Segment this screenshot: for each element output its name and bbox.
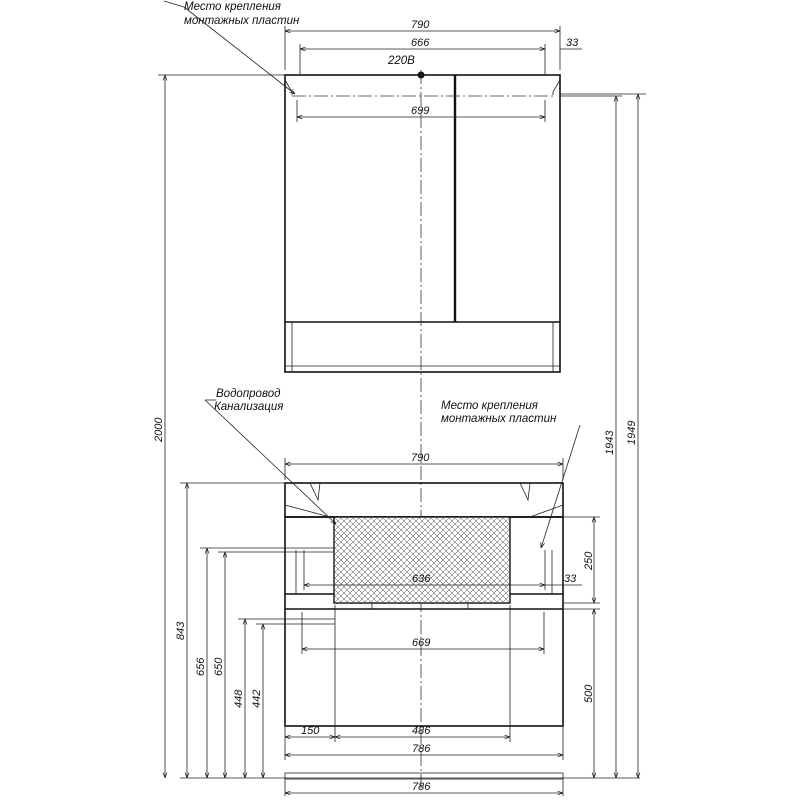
dim-h-650: [213, 552, 334, 778]
mount-plates-top-line2: монтажных пластин: [184, 15, 300, 27]
dim-side-33-text: 33: [564, 573, 577, 585]
dim-h-1949-text: 1949: [626, 420, 638, 445]
dim-cabinet-height-text: 500: [583, 684, 595, 703]
dim-h-843-text: 843: [175, 621, 187, 640]
dim-h-448: [233, 619, 335, 778]
dim-h-1943-text: 1943: [604, 430, 616, 455]
dim-span-669: [302, 612, 544, 654]
dim-mirror-inner-text: 666: [411, 37, 430, 49]
mirror-cabinet: [285, 75, 560, 372]
mount-plates-top-line1: Место крепления: [184, 1, 281, 13]
dim-span-669-text: 669: [412, 637, 431, 649]
dim-offset-150-text: 150: [301, 725, 320, 737]
dim-width-786-b-text: 786: [412, 781, 431, 793]
dim-h-843: [175, 483, 285, 778]
dim-width-786-a-text: 786: [412, 743, 431, 755]
dim-h-442-text: 442: [251, 689, 263, 708]
dim-inner-636-text: 636: [412, 573, 431, 585]
dim-mirror-bracket-text: 699: [411, 105, 430, 117]
water-sewer-callout: [205, 388, 336, 524]
dim-width-486-text: 486: [412, 725, 431, 737]
dim-offset-150-486: [285, 605, 510, 742]
dim-mirror-side-text: 33: [566, 37, 579, 49]
dim-cabinet-height: [563, 609, 600, 778]
dim-mirror-inner: [300, 37, 545, 75]
pipe-zone-hatch: [334, 517, 510, 603]
dim-total-height-text: 2000: [153, 417, 165, 442]
dim-h-656-text: 656: [195, 657, 207, 676]
dim-pipe-zone-height: [563, 517, 600, 603]
dim-h-650-text: 650: [213, 657, 225, 676]
vanity-countertop: [285, 483, 563, 517]
power-label: 220В: [388, 55, 415, 67]
dim-h-1949: [560, 94, 646, 778]
mount-plates-bottom-line1: Место крепления: [441, 400, 538, 412]
mount-plates-bottom-line2: монтажных пластин: [441, 413, 557, 425]
dim-width-786-b: [285, 779, 563, 796]
water-sewer-line2: Канализация: [214, 401, 284, 413]
dim-top-width-text: 790: [411, 452, 430, 464]
dim-h-448-text: 448: [233, 689, 245, 708]
dim-h-1943: [560, 96, 622, 778]
mount-plates-top-callout: [164, 1, 300, 94]
water-sewer-line1: Водопровод: [216, 388, 281, 400]
dim-pipe-zone-height-text: 250: [583, 551, 595, 570]
dim-mirror-side: [560, 37, 582, 49]
dim-mirror-width-text: 790: [411, 19, 430, 31]
dim-top-width: [285, 452, 563, 480]
